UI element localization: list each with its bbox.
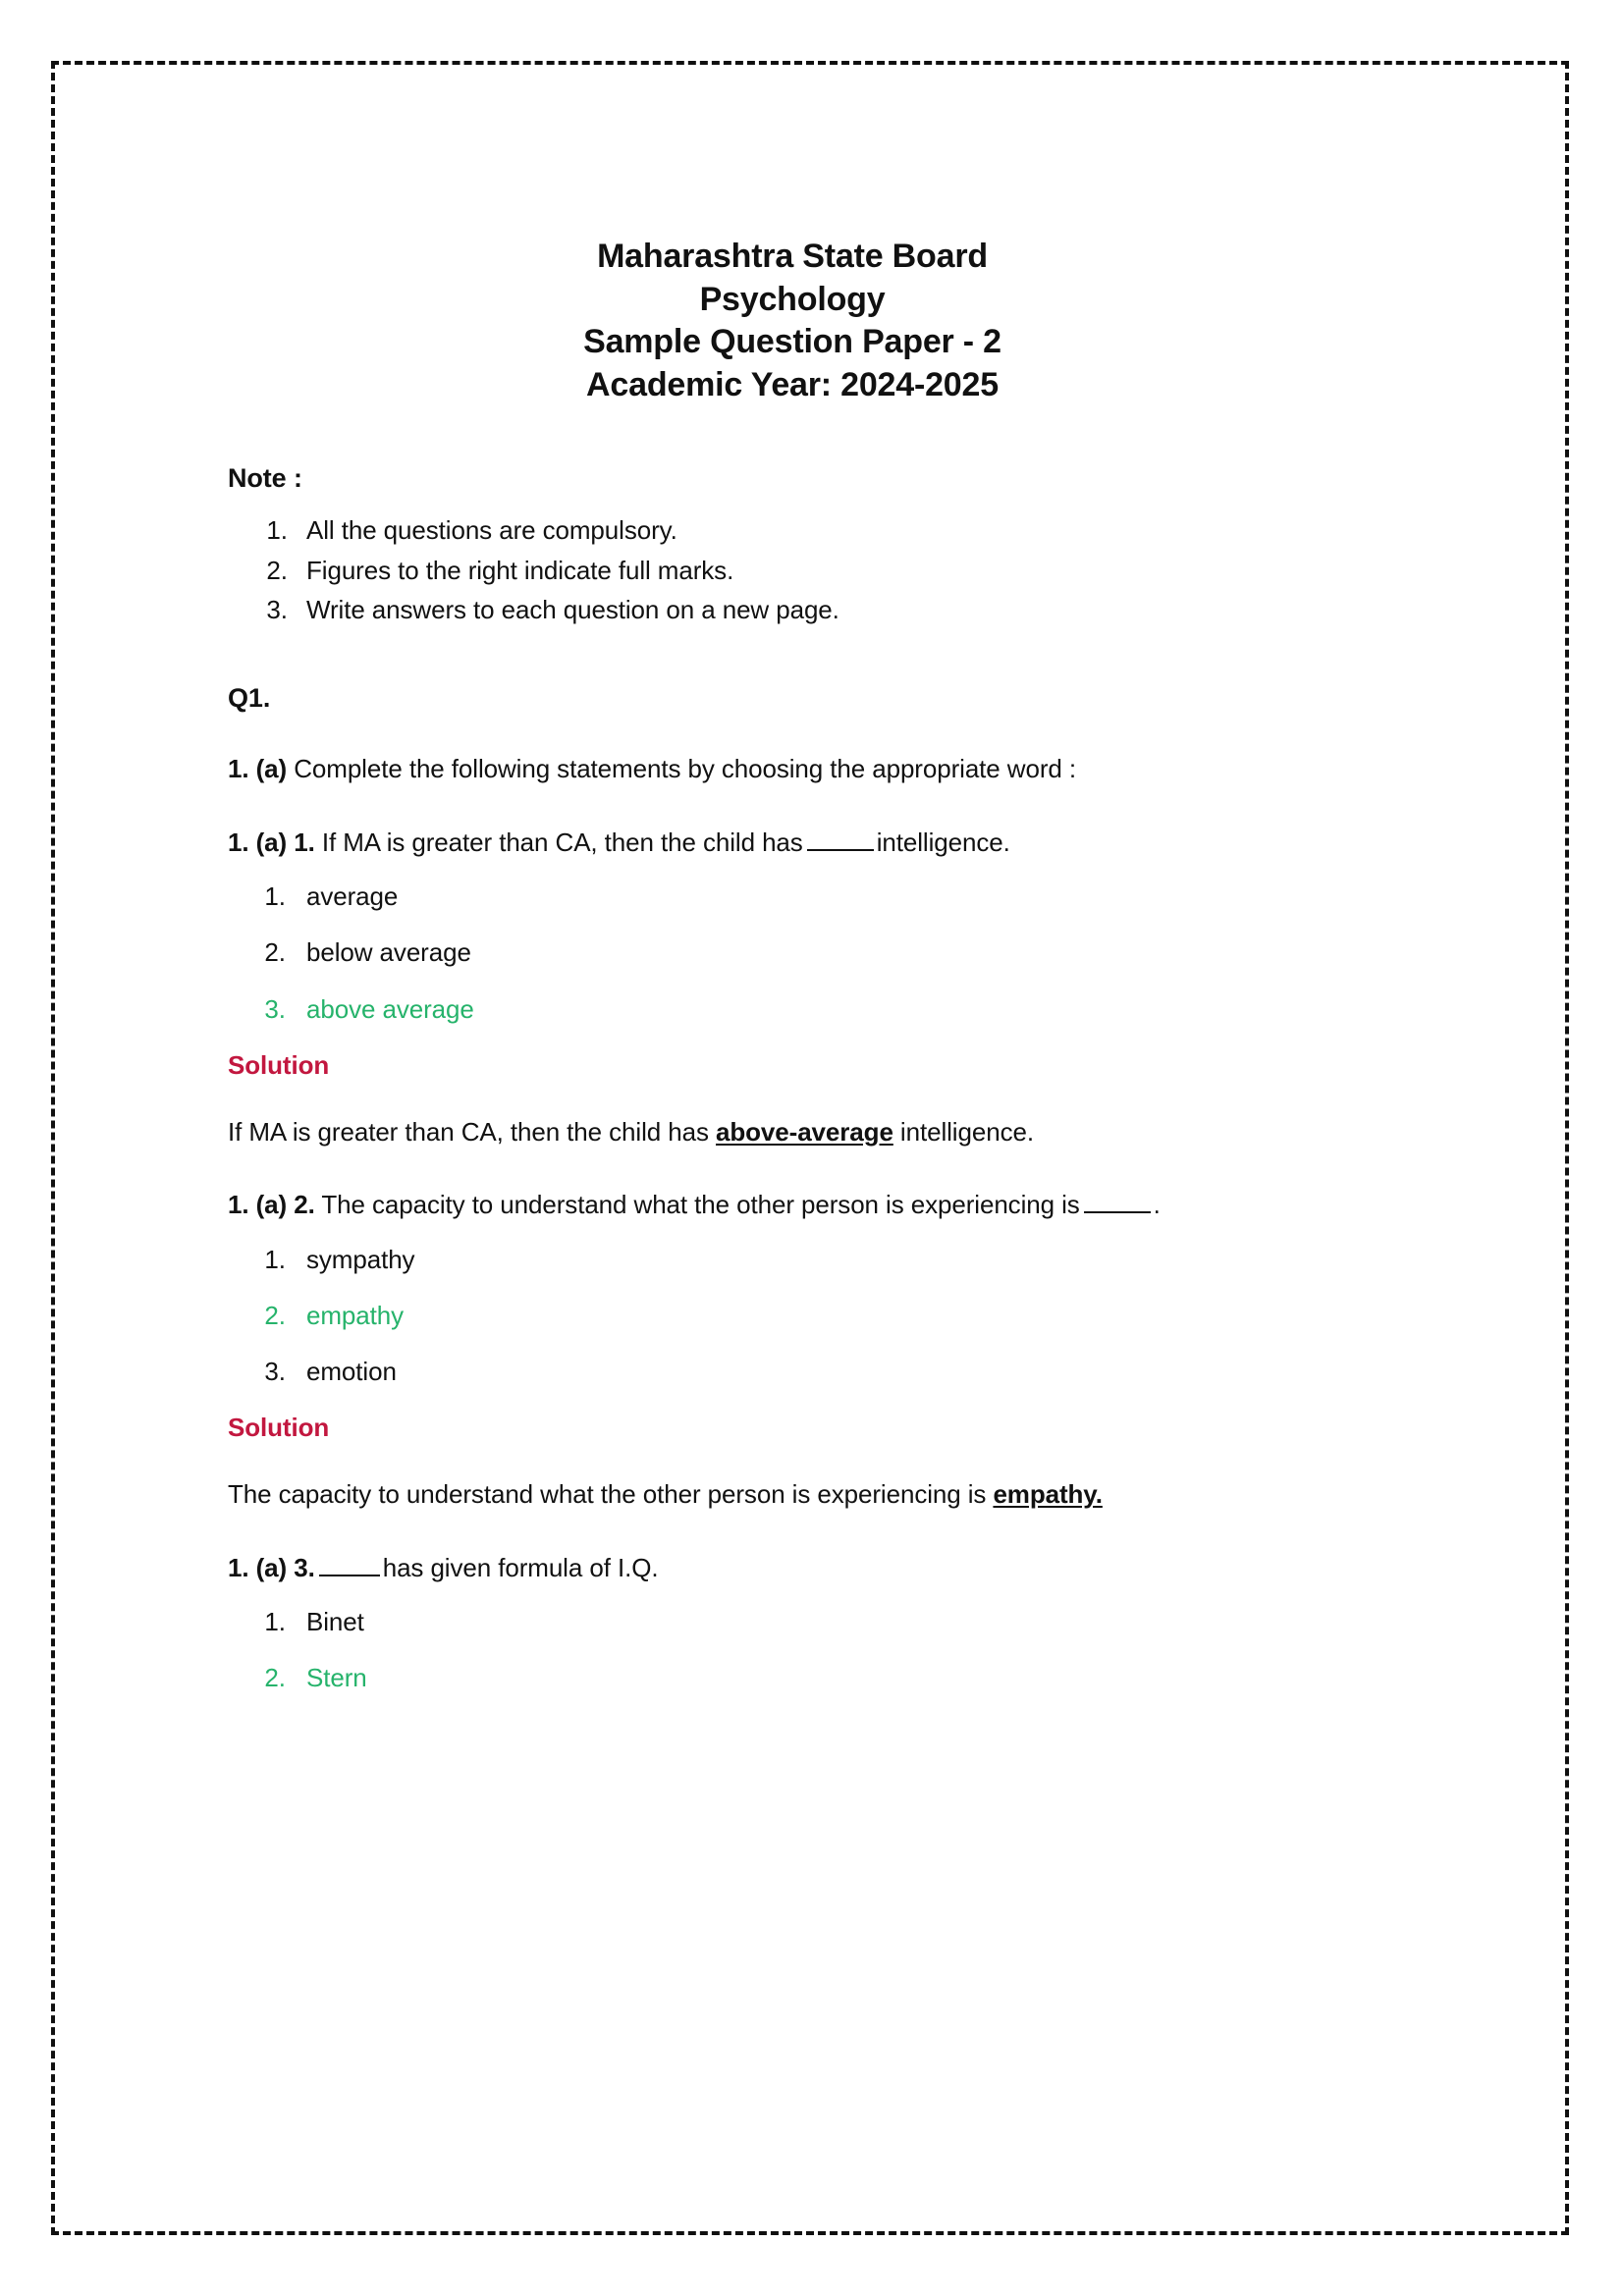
header-line-paper: Sample Question Paper - 2 [583, 323, 1001, 361]
sub-question-label: 1. (a) 1. [228, 827, 315, 857]
sub-question-stem [228, 825, 1367, 860]
solution-answer: empathy. [993, 1479, 1103, 1510]
sub-question-text-before: If MA is greater than CA, then the child has [321, 827, 803, 857]
option-item-correct[interactable]: 2. Stern [293, 1663, 1367, 1693]
page-title [228, 236, 1367, 406]
solution-body [228, 1476, 1367, 1512]
option-list [228, 881, 1367, 1025]
solution-text-before: If MA is greater than CA, then the child has [228, 1116, 716, 1147]
fill-blank [319, 1558, 380, 1576]
sub-question-label: 1. (a) 3. [228, 1552, 315, 1582]
option-list [228, 1607, 1367, 1693]
solution-heading: Solution [228, 1413, 330, 1443]
page-content [228, 236, 1367, 1719]
note-heading: Note : [228, 463, 302, 494]
header-line-board: Maharashtra State Board [597, 238, 988, 275]
sub-question-text-after: intelligence. [876, 827, 1010, 857]
sub-question-text-after: has given formula of I.Q. [382, 1552, 659, 1582]
solution-text-before: The capacity to understand what the other person is experiencing is [228, 1479, 994, 1510]
solution-answer: above-average [716, 1116, 893, 1147]
sub-question-text-after: . [1153, 1190, 1161, 1220]
sub-question-label: 1. (a) 2. [228, 1190, 315, 1220]
sub-question-stem [228, 1187, 1367, 1222]
option-item[interactable]: 1. sympathy [293, 1245, 1367, 1275]
solution-body [228, 1114, 1367, 1149]
note-item: 1. All the questions are compulsory. [295, 511, 1367, 549]
fill-blank [1084, 1195, 1151, 1213]
option-item[interactable]: 1. average [293, 881, 1367, 912]
option-item-correct[interactable]: 2. empathy [293, 1301, 1367, 1331]
note-item: 3. Write answers to each question on a new page. [295, 591, 1367, 628]
option-item[interactable]: 1. Binet [293, 1607, 1367, 1637]
option-item-correct[interactable]: 3. above average [293, 994, 1367, 1025]
option-item[interactable]: 3. emotion [293, 1357, 1367, 1387]
note-item: 2. Figures to the right indicate full marks. [295, 552, 1367, 589]
solution-text-after: intelligence. [893, 1116, 1034, 1147]
sub-question-text-before: The capacity to understand what the other person is experiencing is [321, 1190, 1080, 1220]
question-instruction-label: 1. (a) [228, 754, 288, 784]
sub-question-stem [228, 1550, 1367, 1585]
header-line-subject: Psychology [699, 280, 886, 318]
note-list [228, 511, 1367, 628]
question-instruction [228, 751, 1367, 786]
solution-heading: Solution [228, 1049, 330, 1080]
question-instruction-text: Complete the following statements by choosing the appropriate word : [294, 754, 1076, 784]
question-number: Q1. [228, 683, 271, 714]
fill-blank [807, 832, 874, 851]
header-line-year: Academic Year: 2024-2025 [586, 365, 999, 403]
option-item[interactable]: 2. below average [293, 937, 1367, 968]
option-list [228, 1245, 1367, 1388]
